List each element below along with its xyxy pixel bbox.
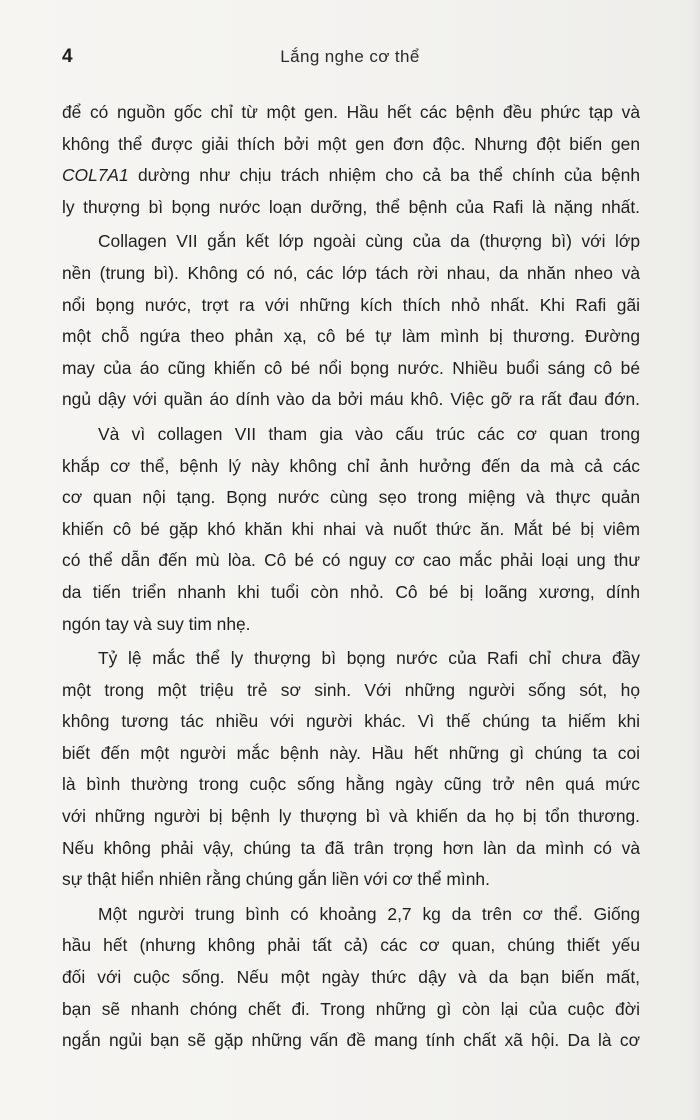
text-line-rest: dường như chịu trách nhiệm cho cả ba thể chính của bệnh — [128, 165, 640, 186]
text-line: ngón tay và suy tim nhẹ. — [62, 613, 251, 634]
page-edge-shadow — [690, 0, 700, 1120]
text-line: với những người bị bệnh ly thượng bì và khiến da họ bị tổn thương. — [62, 806, 640, 827]
text-line: may của áo cũng khiến cô bé nổi bọng nước. Nhiều buổi sáng cô bé — [62, 357, 640, 378]
text-line: là bình thường trong cuộc sống hằng ngày cũng trở nên quá mức — [62, 774, 640, 795]
text-line: khiến cô bé gặp khó khăn khi nhai và nuốt thức ăn. Mắt bé bị viêm — [62, 518, 640, 539]
text-line: Tỷ lệ mắc thể ly thượng bì bọng nước của Rafi chỉ chưa đầy — [98, 648, 640, 669]
text-line: bạn sẽ nhanh chóng chết đi. Trong những gì còn lại của cuộc đời — [62, 998, 640, 1019]
gene-name: COL7A1 — [62, 165, 129, 186]
text-line: Một người trung bình có khoảng 2,7 kg da trên cơ thể. Giống — [98, 903, 640, 924]
paragraph-5 — [62, 899, 640, 1057]
page-header — [0, 40, 700, 80]
text-line: sự thật hiển nhiên rằng chúng gắn liền với cơ thể mình. — [62, 869, 490, 890]
text-line: không tương tác nhiều với người khác. Vì thế chúng ta hiếm khi — [62, 711, 640, 732]
text-line: ly thượng bì bọng nước loạn dưỡng, thể bệnh của Rafi là nặng nhất. — [62, 196, 640, 217]
text-line: ngủ dậy với quần áo dính vào da bởi máu khô. Việc gỡ ra rất đau đớn. — [62, 389, 640, 410]
text-line: không thể được giải thích bởi một gen đơn độc. Nhưng đột biến gen — [62, 133, 640, 154]
text-line — [62, 160, 640, 192]
text-line: Nếu không phải vậy, chúng ta đã trân trọng hơn làn da mình có và — [62, 837, 640, 858]
text-line: da tiến triển nhanh khi tuổi còn nhỏ. Cô bé bị loãng xương, dính — [62, 581, 640, 602]
text-line: Và vì collagen VII tham gia vào cấu trúc các cơ quan trong — [98, 423, 640, 444]
page-number: 4 — [62, 46, 73, 67]
paragraph-3 — [62, 419, 640, 640]
text-line: ngắn ngủi bạn sẽ gặp những vấn đề mang tính chất xã hội. Da là cơ — [62, 1030, 640, 1051]
text-line: khắp cơ thể, bệnh lý này không chỉ ảnh hưởng đến da mà cả các — [62, 455, 640, 476]
body-text — [62, 97, 640, 1057]
text-line: có thể dẫn đến mù lòa. Cô bé có nguy cơ cao mắc phải loại ung thư — [62, 550, 640, 571]
paragraph-2 — [62, 226, 640, 416]
text-line: một trong một triệu trẻ sơ sinh. Với những người sống sót, họ — [62, 679, 640, 700]
text-line: hầu hết (nhưng không phải tất cả) các cơ quan, chúng thiết yếu — [62, 935, 640, 956]
text-line: để có nguồn gốc chỉ từ một gen. Hầu hết các bệnh đều phức tạp và — [62, 102, 640, 122]
text-line: nổi bọng nước, trợt ra với những kích thích nhỏ nhất. Khi Rafi gãi — [62, 294, 640, 315]
text-line: biết đến một người mắc bệnh này. Hầu hết những gì chúng ta coi — [62, 742, 640, 763]
text-line: một chỗ ngứa theo phản xạ, cô bé tự làm mình bị thương. Đường — [62, 326, 640, 347]
text-line: Collagen VII gắn kết lớp ngoài cùng của da (thượng bì) với lớp — [98, 231, 640, 252]
text-line: đối với cuộc sống. Nếu một ngày thức dậy và da bạn biến mất, — [62, 967, 640, 988]
text-line: nền (trung bì). Không có nó, các lớp tách rời nhau, da nhăn nheo và — [62, 262, 640, 283]
running-title: Lắng nghe cơ thể — [280, 47, 420, 66]
text-line: cơ quan nội tạng. Bọng nước cùng sẹo trong miệng và thực quản — [62, 487, 640, 508]
paragraph-1 — [62, 97, 640, 223]
paragraph-4 — [62, 643, 640, 896]
